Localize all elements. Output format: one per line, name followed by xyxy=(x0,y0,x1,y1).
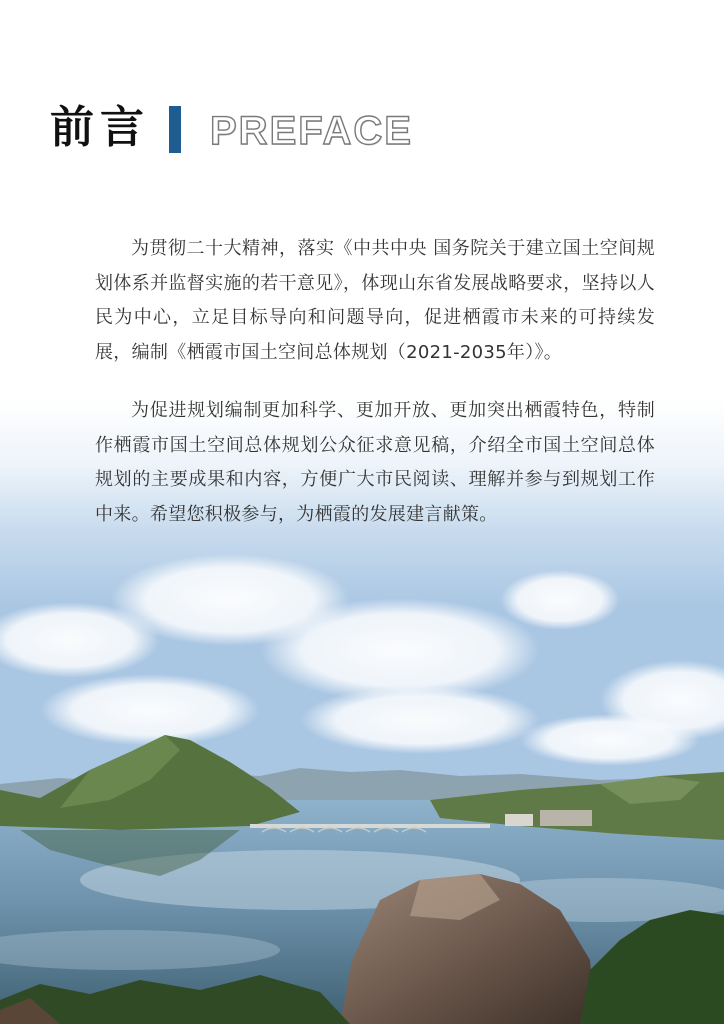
page-title: 前言 xyxy=(50,102,150,153)
paragraph: 为贯彻二十大精神，落实《中共中央 国务院关于建立国土空间规划体系并监督实施的若干意见》，体现山东省发展战略要求，坚持以人民为中心，立足目标导向和问题导向，促进栖霞市未来的可持续发展，编制《栖霞市国土空间总体规划（2021-2035年）》。 xyxy=(95,238,655,363)
page-title-english: PREFACE xyxy=(210,109,413,153)
preface-body xyxy=(95,232,655,556)
paragraph: 为促进规划编制更加科学、更加开放、更加突出栖霞特色，特制作栖霞市国土空间总体规划公众征求意见稿，介绍全市国土空间总体规划的主要成果和内容，方便广大市民阅读、理解并参与到规划工作中来。希望您积极参与，为栖霞的发展建言献策。 xyxy=(95,400,655,525)
title-divider-bar xyxy=(169,106,181,153)
